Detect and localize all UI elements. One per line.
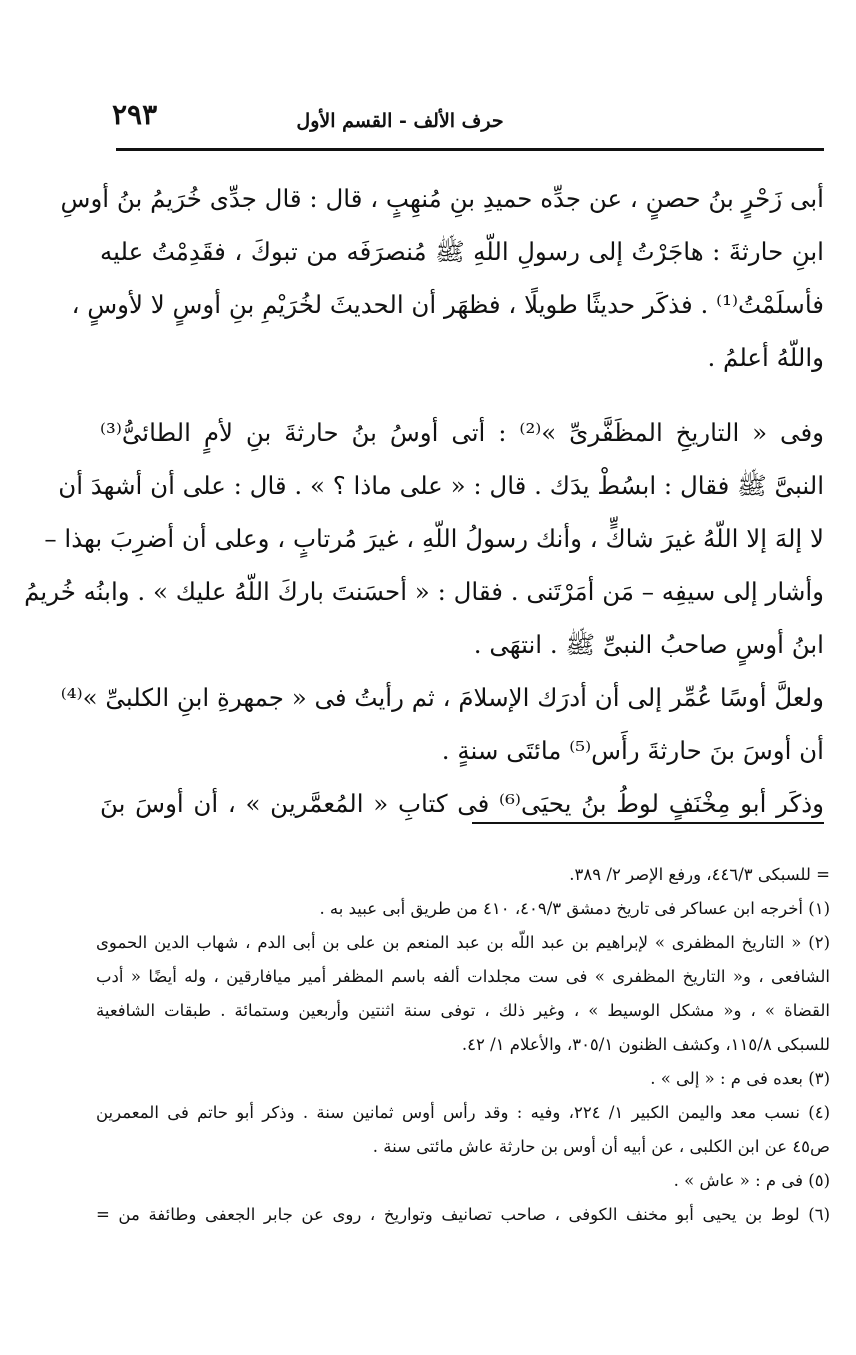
footnote-line: = للسبكى ٤٤٦/٣، ورفع الإصر ٢/ ٣٨٩. bbox=[569, 865, 830, 884]
footnote-line: للسبكى ١١٥/٨، وكشف الظنون ٣٠٥/١، والأعلام ١/ ٤٢. bbox=[461, 1035, 830, 1054]
footnote-line: ص٤٥ عن ابن الكلبى ، عن أبيه أن أوس بن حارثة عاش مائتى سنة . bbox=[372, 1137, 830, 1156]
text-line: وذكَر أبو مِخْنَفٍ لوطُ بنُ يحيَى⁽⁶⁾ فى كتابِ « المُعمَّرين » ، أن أوسَ بنَ bbox=[100, 789, 824, 818]
footnote-line: (٣) بعده فى م : « إلى » . bbox=[650, 1069, 830, 1088]
header-rule bbox=[116, 148, 824, 151]
page-number: ٢٩٣ bbox=[112, 98, 158, 131]
text-line: واللّهُ أعلمُ . bbox=[707, 343, 824, 372]
main-text bbox=[24, 172, 825, 830]
footnote-line: (٥) فى م : « عاش » . bbox=[673, 1171, 830, 1190]
footnote-line: (١) أخرجه ابن عساكر فى تاريخ دمشق ٤٠٩/٣، ٤١٠ من طريق أبى عبيد به . bbox=[319, 899, 830, 918]
text-line: ولعلَّ أوسًا عُمِّر إلى أن أدرَك الإسلامَ ، ثم رأيتُ فى « جمهرةِ ابنِ الكلبىِّ »⁽⁴⁾ bbox=[60, 683, 824, 712]
footnote-line: الشافعى ، و« التاريخ المظفرى » فى ست مجلدات ألفه باسم المظفر أمير ميافارقين ، وله أيضًا « أدب bbox=[96, 967, 830, 986]
footnotes bbox=[96, 858, 830, 1232]
text-line: النبىَّ ﷺ فقال : ابسُطْ يدَك . قال : « على ماذا ؟ » . قال : على أن أشهدَ أن bbox=[58, 471, 824, 500]
footnote-line: القضاة » ، و« مشكل الوسيط » ، وغير ذلك ، توفى سنة اثنتين وأربعين وستمائة . طبقات الشافعية bbox=[96, 1001, 830, 1020]
footnote-line: (٤) نسب معد واليمن الكبير ١/ ٢٢٤، وفيه : وقد رأس أوس ثمانين سنة . وذكر أبو حاتم فى المعمرين bbox=[96, 1103, 830, 1122]
footnote-line: (٦) لوط بن يحيى أبو مخنف الكوفى ، صاحب تصانيف وتواريخ ، روى عن جابر الجعفى وطائفة من = bbox=[96, 1205, 830, 1224]
text-line: وفى « التاريخِ المظَفَّرىِّ »⁽²⁾ : أتى أوسُ بنُ حارثةَ بنِ لأمٍ الطائىُّ⁽³⁾ bbox=[100, 418, 825, 447]
text-line: ابنُ أوسٍ صاحبُ النبىِّ ﷺ . انتهَى . bbox=[473, 630, 824, 659]
running-head: حرف الألف - القسم الأول bbox=[296, 110, 504, 132]
text-line: فأسلَمْتُ⁽¹⁾ . فذكَر حديثًا طويلًا ، فظهَر أن الحديثَ لخُرَيْمِ بنِ أوسٍ لا لأوسٍ ، bbox=[71, 290, 824, 319]
footnote-rule bbox=[472, 822, 824, 824]
text-line: أن أوسَ بنَ حارثةَ رأَس⁽⁵⁾ مائتَى سنةٍ . bbox=[441, 736, 824, 765]
text-line: وأشار إلى سيفِه – مَن أمَرْتَنى . فقال : « أحسَنتَ باركَ اللّهُ عليك » . وابنُه خُريمُ bbox=[24, 577, 824, 606]
text-line: ابنِ حارثةَ : هاجَرْتُ إلى رسولِ اللّهِ ﷺ مُنصرَفَه من تبوكَ ، فقَدِمْتُ عليه bbox=[100, 237, 824, 266]
text-line: أبى زَحْرٍ بنُ حصنٍ ، عن جدِّه حميدِ بنِ مُنهِبٍ ، قال : قال جدِّى خُرَيمُ بنُ أوسِ bbox=[60, 184, 824, 213]
footnote-line: (٢) « التاريخ المظفرى » لإبراهيم بن عبد اللّه بن عبد المنعم بن على بن أبى الدم ، شهاب الدين الحموى bbox=[96, 933, 830, 952]
text-line: لا إلهَ إلا اللّهُ غيرَ شاكٍّ ، وأنك رسولُ اللّهِ ، غيرَ مُرتابٍ ، وعلى أن أضرِبَ بهذا – bbox=[44, 524, 824, 553]
